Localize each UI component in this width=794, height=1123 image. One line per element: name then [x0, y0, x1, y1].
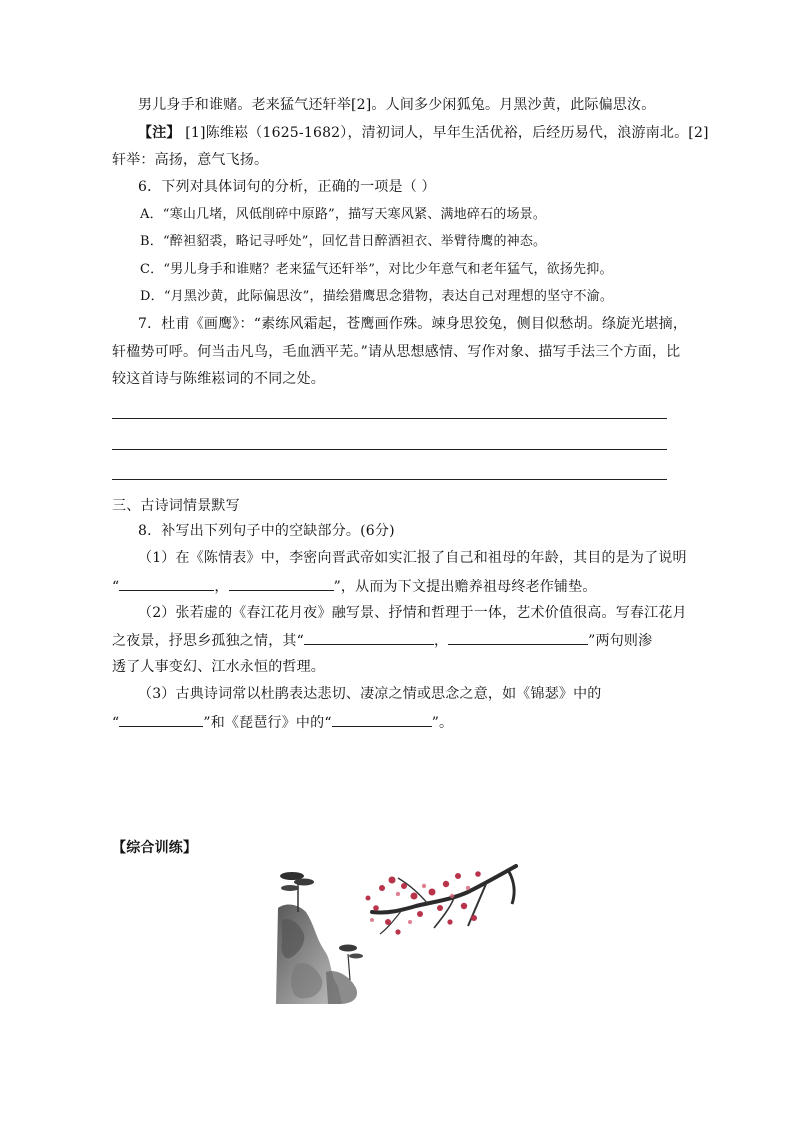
separator: ，: [433, 633, 449, 649]
separator: ，: [214, 579, 229, 595]
fill-blank-3b[interactable]: [332, 712, 432, 727]
fill-blank-3a[interactable]: [119, 712, 203, 727]
q6-option-a: A．“寒山几堵，风低削碎中原路”，描写天寒风紧、满地碎石的场景。: [140, 207, 547, 222]
answer-line-3[interactable]: [112, 479, 667, 480]
note-tag: 【注】: [138, 125, 181, 141]
poem-closing-line: 男儿身手和谁赌。老来猛气还轩举[2]。人间多少闲狐兔。月黑沙黄，此际偏思汝。: [138, 97, 656, 113]
q6-option-c: C．“男儿身手和谁赌？老来猛气还轩举”，对比少年意气和老年猛气，欲扬先抑。: [140, 262, 613, 277]
q6-option-d: D．“月黑沙黄，此际偏思汝”，描绘猎鹰思念猎物，表达自己对理想的坚守不渝。: [140, 289, 614, 304]
comprehensive-training-heading: 【综合训练】: [112, 840, 198, 856]
item-3-mid: ”和《琵琶行》中的“: [203, 715, 332, 731]
question-8-stem: 8．补写出下列句子中的空缺部分。(6分): [138, 523, 395, 539]
q8-item-2-line-1: （2）张若虚的《春江花月夜》融写景、抒情和哲理于一体，艺术价值很高。写春江花月: [138, 605, 687, 621]
section-3-heading: 三、古诗词情景默写: [112, 498, 240, 514]
fill-blank-1b[interactable]: [229, 576, 334, 591]
question-7-line-1: 7．杜甫《画鹰》：“素练风霜起，苍鹰画作殊。竦身思狡兔，侧目似愁胡。绦旋光堪摘，: [138, 316, 688, 332]
q8-item-2-line-2: [112, 630, 672, 651]
fill-blank-2b[interactable]: [448, 630, 588, 645]
question-6-stem: 6．下列对具体词句的分析，正确的一项是（ ）: [138, 179, 436, 195]
question-7-line-3: 较这首诗与陈维崧词的不同之处。: [112, 371, 325, 387]
ink-mountain-illustration: [276, 868, 368, 1006]
q8-item-3-line-2: [112, 712, 672, 733]
answer-line-2[interactable]: [112, 449, 667, 450]
fill-blank-1a[interactable]: [119, 576, 214, 591]
plum-blossom-illustration: [358, 862, 518, 942]
item-2-head: 之夜景，抒思乡孤独之情，其“: [112, 633, 304, 649]
note-text-1: [1]陈维崧（1625-1682），清初词人，早年生活优裕，后经历易代，浪游南北。[2]: [180, 125, 709, 141]
question-7-line-2: 轩楹势可呼。何当击凡鸟，毛血洒平芜。”请从思想感情、写作对象、描写手法三个方面，比: [112, 344, 681, 360]
answer-line-1[interactable]: [112, 418, 667, 419]
item-3-tail: ”。: [431, 715, 454, 731]
q8-item-1-line-2: [112, 576, 672, 597]
fill-blank-2a[interactable]: [304, 630, 434, 645]
open-quote: “: [112, 715, 120, 731]
note-line-2: 轩举：高扬，意气飞扬。: [112, 152, 269, 168]
item-2-tail: ”两句则渗: [588, 633, 653, 649]
note-line-1: [138, 123, 709, 143]
q8-item-3-line-1: （3）古典诗词常以杜鹃表达悲切、凄凉之情或思念之意，如《锦瑟》中的: [138, 686, 602, 702]
q8-item-2-line-3: 透了人事变幻、江水永恒的哲理。: [112, 659, 325, 675]
open-quote: “: [112, 579, 120, 595]
q8-item-1-line-1: （1）在《陈情表》中，李密向晋武帝如实汇报了自己和祖母的年龄，其目的是为了说明: [138, 550, 687, 566]
item-1-tail: ”，从而为下文提出赡养祖母终老作铺垫。: [333, 579, 597, 595]
q6-option-b: B．“醉袒貂裘，略记寻呼处”，回忆昔日醉酒袒衣、举臂待鹰的神态。: [140, 234, 547, 249]
